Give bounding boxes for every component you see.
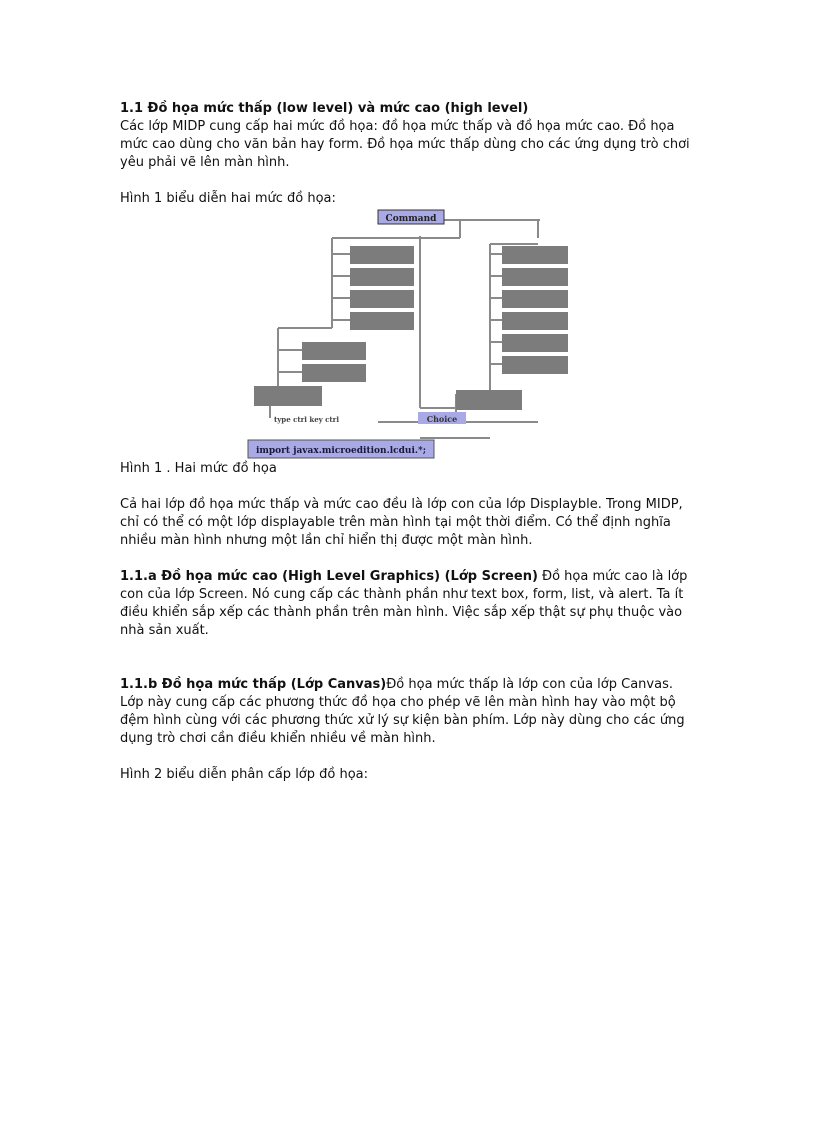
section-1-1-b-heading: 1.1.b Đồ họa mức thấp (Lớp Canvas) <box>120 677 387 692</box>
displayable-paragraph: Cả hai lớp đồ họa mức thấp và mức cao đều là lớp con của lớp Displayble. Trong MIDP, chỉ có thể có một lớp displayable trên màn hình tại một thời điểm. Có thể định nghĩa nhiều màn hình nhưng một lần chỉ hiển thị được một màn hình. <box>120 497 683 548</box>
spacer <box>120 640 700 676</box>
class-hierarchy-diagram <box>120 208 700 460</box>
section-1-1-b-text: Đồ họa mức thấp là lớp con của lớp Canvas. Lớp này cung cấp các phương thức đồ họa cho phép vẽ lên màn hình hay vào một bộ đệm hình cùng với các phương thức xử lý sự kiện bàn phím. Lớp này dùng cho các ứng dụng trò chơi cần điều khiển nhiều về màn hình. <box>120 677 685 746</box>
right-column-boxes <box>502 246 568 374</box>
figure-1-diagram <box>120 208 700 460</box>
section-1-1-paragraph: Các lớp MIDP cung cấp hai mức đồ họa: đồ họa mức thấp và đồ họa mức cao. Đồ họa mức cao dùng cho văn bản hay form. Đồ họa mức thấp dùng cho các ứng dụng trò chơi yêu phải vẽ lên màn hình. <box>120 119 690 170</box>
section-1-1-a-text: Đồ họa mức cao là lớp con của lớp Screen. Nó cung cấp các thành phần như text box, form, list, và alert. Ta ít điều khiển sắp xếp các thành phần trên màn hình. Việc sắp xếp thật sự phụ thuộc vào nhà sản xuất. <box>120 569 688 638</box>
spacer <box>120 550 700 568</box>
figure-1-caption: Hình 1 . Hai mức đồ họa <box>120 461 277 476</box>
bottom-left-box <box>254 386 322 406</box>
mid-column-boxes <box>302 342 366 382</box>
section-1-1-a-paragraph <box>120 568 700 640</box>
import-label: import javax.microedition.lcdui.*; <box>255 446 427 456</box>
figure-1-intro: Hình 1 biểu diễn hai mức đồ họa: <box>120 191 336 206</box>
section-1-1-a-heading: 1.1.a Đồ họa mức cao (High Level Graphics) (Lớp Screen) <box>120 569 538 584</box>
section-1-1-b-paragraph <box>120 676 700 748</box>
spacer <box>120 478 700 496</box>
section-1-1-heading: 1.1 Đồ họa mức thấp (low level) và mức cao (high level) <box>120 101 529 116</box>
spacer <box>120 748 700 766</box>
choice-label: Choice <box>426 414 458 424</box>
left-column-boxes <box>350 246 414 330</box>
figure-2-intro: Hình 2 biểu diễn phân cấp lớp đồ họa: <box>120 767 369 782</box>
command-label: Command <box>385 214 437 224</box>
right-bottom-box <box>456 390 522 410</box>
spacer <box>120 172 700 190</box>
document-page <box>120 100 700 784</box>
bottom-left-note: type ctrl key ctrl <box>274 415 340 424</box>
